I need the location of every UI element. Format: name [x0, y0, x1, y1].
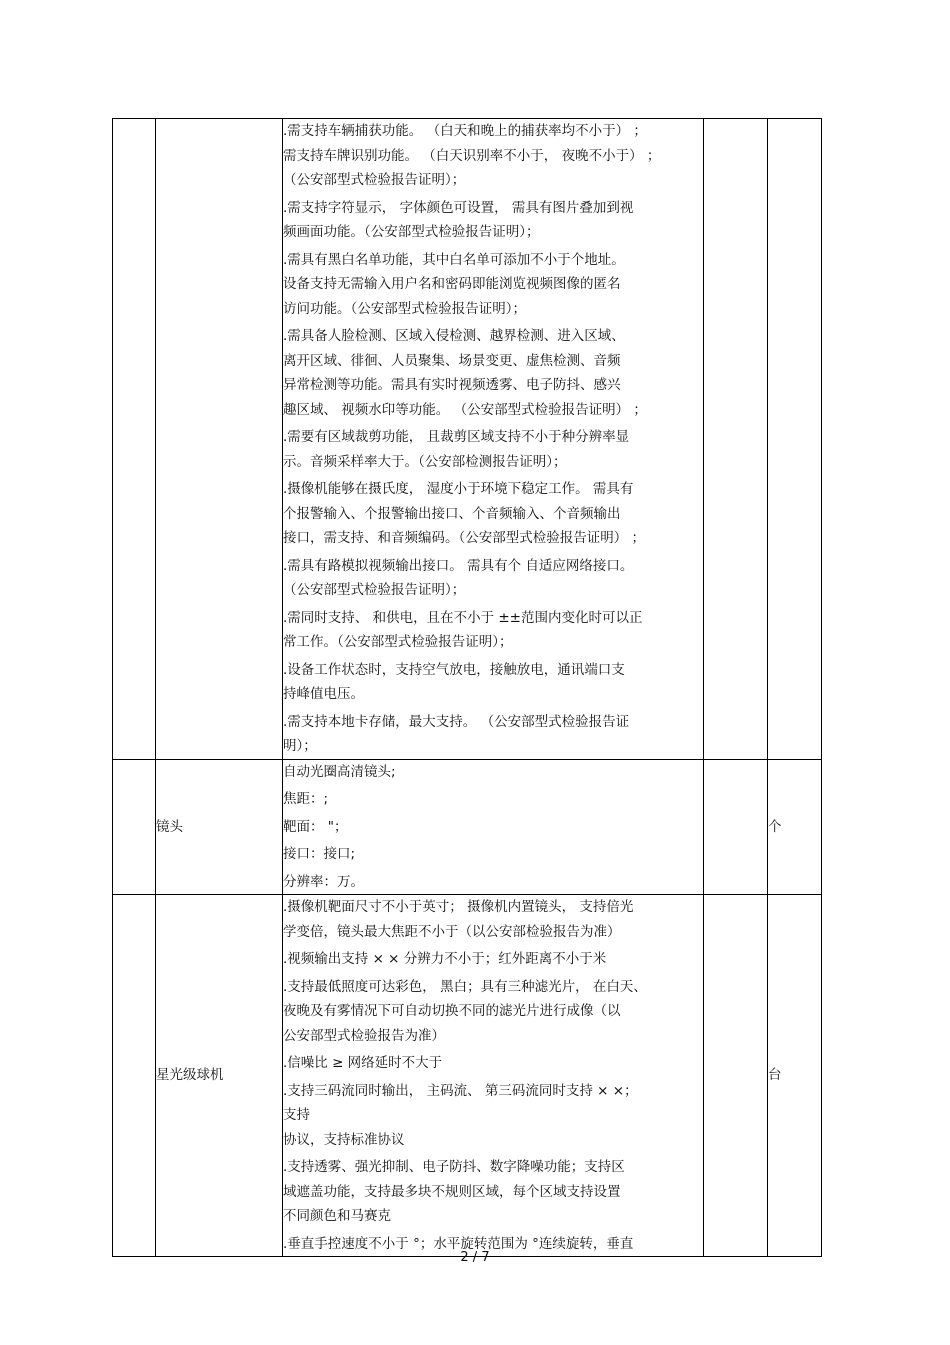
- spec-description-cell: [283, 119, 704, 760]
- spec-paragraph: [283, 895, 703, 944]
- spec-paragraph: [283, 658, 703, 707]
- spec-line: 靶面： "；: [283, 818, 348, 835]
- spec-line: （公安部型式检验报告证明）；: [283, 582, 466, 598]
- spec-paragraph: [283, 477, 703, 551]
- spec-line: .设备工作状态时，支持空气放电，接触放电，通讯端口支: [283, 661, 625, 678]
- spec-line: 自动光圈高清镜头;: [283, 763, 396, 780]
- table-row: [113, 759, 822, 895]
- spec-description-cell: [283, 759, 704, 895]
- spec-paragraph: [283, 119, 703, 193]
- spec-line: .支持最低照度可达彩色， 黑白；具有三种滤光片， 在白天、: [283, 978, 647, 995]
- spec-line: 夜晚及有雾情况下可自动切换不同的滤光片进行成像（以: [283, 1003, 621, 1019]
- spec-line: 接口：接口;: [283, 846, 356, 862]
- spec-description-cell: [283, 895, 704, 1257]
- spec-paragraph: [283, 1079, 703, 1153]
- spec-paragraph: [283, 196, 703, 245]
- quantity-cell: [704, 895, 768, 1257]
- spec-table-body: [113, 119, 822, 1257]
- spec-line: 域遮盖功能，支持最多块不规则区域，每个区域支持设置: [283, 1183, 621, 1200]
- page-number: 2 / 7: [460, 1250, 490, 1265]
- spec-line: 公安部型式检验报告为准）: [283, 1027, 445, 1044]
- item-name-cell: 星光级球机: [156, 895, 283, 1257]
- spec-line: 个报警输入、个报警输出接口、个音频输入、个音频输出: [283, 505, 621, 522]
- spec-line: 明）；: [283, 738, 317, 754]
- spec-line: .摄像机靶面尺寸不小于英寸； 摄像机内置镜头， 支持倍光: [283, 899, 634, 915]
- spec-line: .信噪比 ≥ 网络延时不大于: [283, 1055, 443, 1071]
- spec-line: .视频输出支持 × × 分辨力不小于；红外距离不小于米: [283, 951, 607, 967]
- spec-line: 常工作。（公安部型式检验报告证明）；: [283, 634, 513, 650]
- index-cell: [113, 895, 156, 1257]
- spec-paragraph: [283, 947, 703, 972]
- unit-cell: 个: [768, 759, 822, 895]
- spec-line: 示。音频采样率大于。（公安部检测报告证明）；: [283, 453, 567, 470]
- table-row: [113, 119, 822, 760]
- spec-paragraph: [283, 815, 703, 840]
- index-cell: [113, 759, 156, 895]
- spec-paragraph: [283, 975, 703, 1049]
- spec-line: 接口，需支持、和音频编码。（公安部型式检验报告证明） ；: [283, 530, 646, 546]
- spec-line: 焦距：;: [283, 791, 329, 807]
- spec-line: .需具备人脸检测、区域入侵检测、越界检测、进入区域、: [283, 328, 625, 344]
- spec-line: 需支持车牌识别功能。 （白天识别率不小于， 夜晚不小于） ；: [283, 147, 661, 164]
- spec-line: 学变倍，镜头最大焦距不小于（以公安部检验报告为准）: [283, 923, 621, 940]
- spec-line: 离开区域、徘徊、人员聚集、场景变更、虚焦检测、音频: [283, 352, 621, 369]
- spec-paragraph: [283, 1155, 703, 1229]
- unit-cell: [768, 119, 822, 760]
- spec-line: .需具有路模拟视频输出接口。 需具有个 自适应网络接口。: [283, 557, 634, 574]
- spec-paragraph: [283, 870, 703, 895]
- spec-line: 支持: [283, 1107, 310, 1123]
- item-name-cell: 镜头: [156, 759, 283, 895]
- spec-line: 频画面功能。（公安部型式检验报告证明）；: [283, 224, 540, 240]
- spec-line: .支持三码流同时输出， 主码流、 第三码流同时支持 × ×；: [283, 1082, 638, 1099]
- spec-line: .需支持车辆捕获功能。 （白天和晚上的捕获率均不小于） ；: [283, 123, 647, 139]
- spec-line: .需要有区域裁剪功能， 且裁剪区域支持不小于种分辨率显: [283, 429, 630, 445]
- spec-paragraph: [283, 1051, 703, 1076]
- table-row: [113, 895, 822, 1257]
- spec-paragraph: [283, 760, 703, 785]
- spec-line: .需具有黑白名单功能，其中白名单可添加不小于个地址。: [283, 251, 625, 268]
- spec-line: 分辨率：万。: [283, 873, 364, 890]
- spec-line: 访问功能。（公安部型式检验报告证明）；: [283, 300, 526, 317]
- spec-line: .摄像机能够在摄氏度， 湿度小于环境下稳定工作。 需具有: [283, 481, 634, 497]
- quantity-cell: [704, 759, 768, 895]
- spec-line: （公安部型式检验报告证明）；: [283, 172, 466, 188]
- spec-paragraph: [283, 554, 703, 603]
- spec-paragraph: [283, 710, 703, 759]
- spec-line: 不同颜色和马赛克: [283, 1208, 391, 1224]
- spec-paragraph: [283, 425, 703, 474]
- index-cell: [113, 119, 156, 760]
- spec-line: 持峰值电压。: [283, 686, 364, 702]
- spec-line: .需支持字符显示， 字体颜色可设置， 需具有图片叠加到视: [283, 199, 634, 216]
- spec-line: 异常检测等功能。需具有实时视频透雾、电子防抖、感兴: [283, 377, 621, 393]
- item-name-cell: [156, 119, 283, 760]
- spec-paragraph: [283, 787, 703, 812]
- spec-paragraph: [283, 324, 703, 422]
- spec-paragraph: [283, 248, 703, 322]
- spec-paragraph: [283, 606, 703, 655]
- spec-line: .需支持本地卡存储，最大支持。 （公安部型式检验报告证: [283, 713, 630, 730]
- spec-line: 趣区域、 视频水印等功能。 （公安部型式检验报告证明） ；: [283, 401, 647, 418]
- spec-line: .需同时支持、 和供电，且在不小于 ±±范围内变化时可以正: [283, 609, 643, 626]
- quantity-cell: [704, 119, 768, 760]
- spec-line: .垂直手控速度不小于 °；水平旋转范围为 °连续旋转，垂直: [283, 1235, 634, 1252]
- spec-line: 协议，支持标准协议: [283, 1131, 405, 1148]
- spec-paragraph: [283, 842, 703, 867]
- unit-cell: 台: [768, 895, 822, 1257]
- spec-line: .支持透雾、强光抑制、电子防抖、数字降噪功能；支持区: [283, 1159, 625, 1175]
- spec-table: [112, 118, 822, 1257]
- spec-line: 设备支持无需输入用户名和密码即能浏览视频图像的匿名: [283, 276, 621, 292]
